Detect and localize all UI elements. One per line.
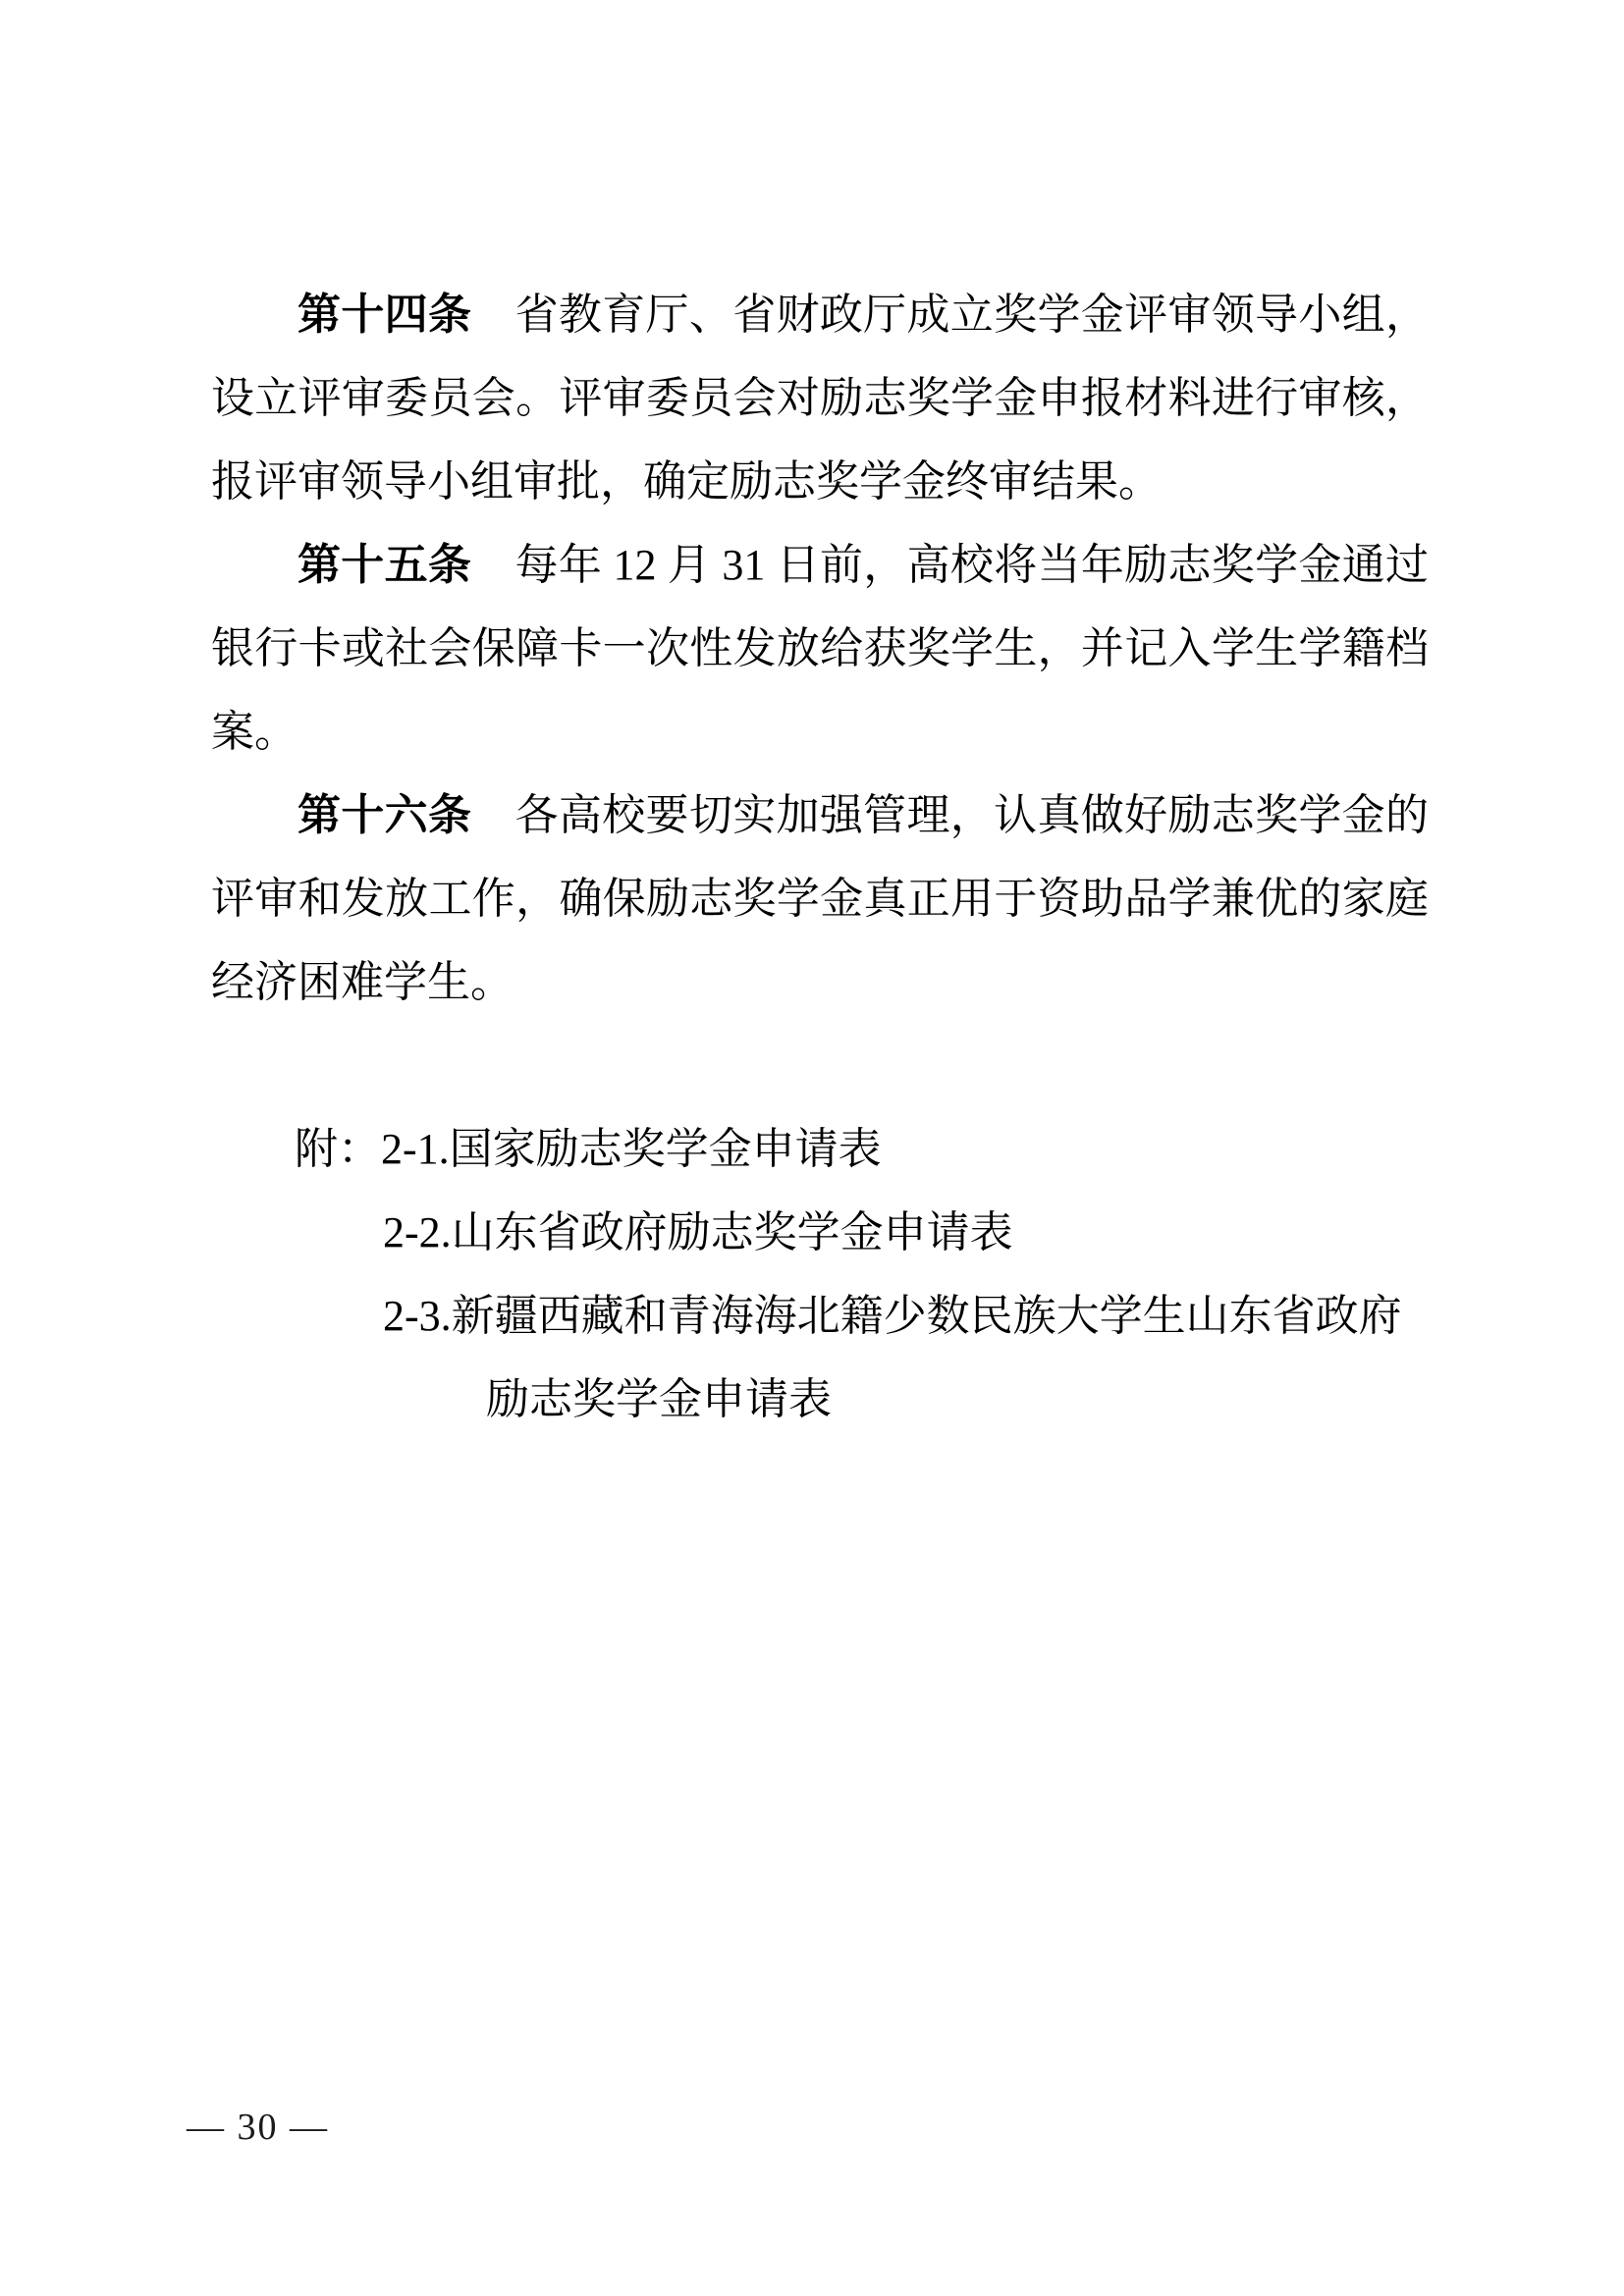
article-15-text: 每年 12 月 31 日前，高校将当年励志奖学金通过银行卡或社会保障卡一次性发放给获奖学生，并记入学生学籍档案。 [211,541,1430,756]
attachment-line-4: 励志奖学金申请表 [486,1375,832,1423]
attachment-list [211,1107,1429,1441]
article-14-text: 省教育厅、省财政厅成立奖学金评审领导小组，设立评审委员会。评审委员会对励志奖学金申报材料进行审核，报评审领导小组审批，确定励志奖学金终审结果。 [211,291,1429,506]
article-16-label: 第十六条 [298,791,472,839]
attachment-line-2: 2-2.山东省政府励志奖学金申请表 [383,1208,1013,1256]
paragraph-article-15 [211,523,1429,774]
article-15-label: 第十五条 [298,541,472,589]
article-14-label: 第十四条 [298,291,472,339]
attachment-line-3: 2-3.新疆西藏和青海海北籍少数民族大学生山东省政府 [383,1292,1402,1340]
document-body [211,273,1429,1441]
paragraph-article-14 [211,273,1429,523]
article-16-text: 各高校要切实加强管理，认真做好励志奖学金的评审和发放工作，确保励志奖学金真正用于资助品学兼优的家庭经济困难学生。 [211,791,1429,1006]
paragraph-article-16 [211,774,1429,1024]
page-number: — 30 — [187,2107,329,2148]
attachment-line-1: 附：2-1.国家励志奖学金申请表 [295,1125,882,1173]
